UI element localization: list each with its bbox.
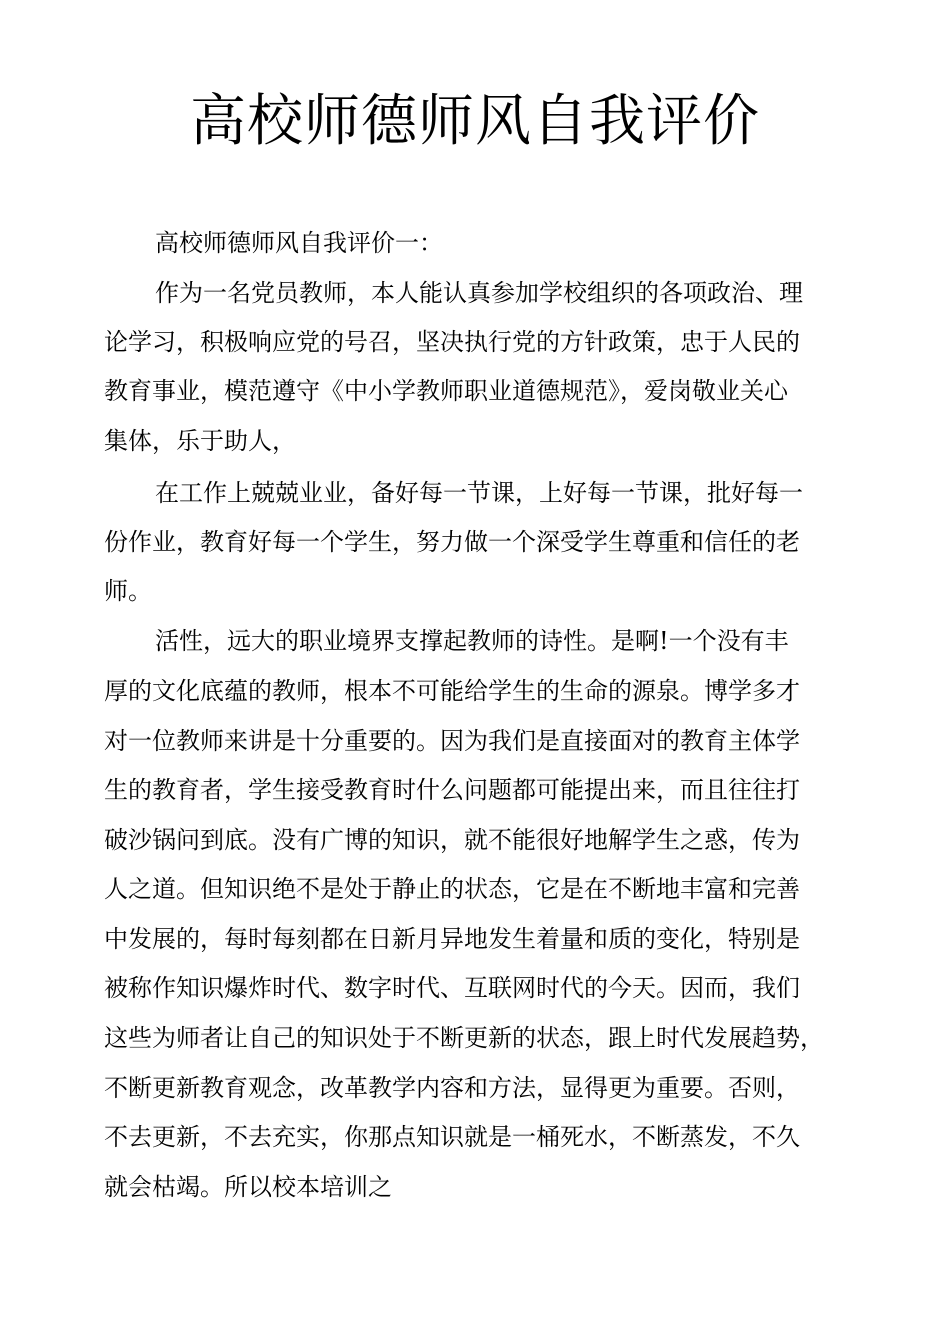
paragraph-line: 厚的文化底蕴的教师，根本不可能给学生的生命的源泉。博学多才 <box>104 677 800 705</box>
paragraph-line: 集体，乐于助人， <box>104 427 296 455</box>
paragraph-line: 在工作上兢兢业业，备好每一节课，上好每一节课，批好每一 <box>155 479 803 507</box>
paragraph-line: 不断更新教育观念，改革教学内容和方法，显得更为重要。否则， <box>104 1074 800 1102</box>
paragraph-line: 就会枯竭。所以校本培训之 <box>104 1173 392 1201</box>
paragraph-line: 人之道。但知识绝不是处于静止的状态，它是在不断地丰富和完善 <box>104 875 800 903</box>
paragraph-line: 被称作知识爆炸时代、数字时代、互联网时代的今天。因而，我们 <box>104 974 800 1002</box>
paragraph-line: 作为一名党员教师，本人能认真参加学校组织的各项政治、理 <box>155 279 803 307</box>
paragraph-line: 对一位教师来讲是十分重要的。因为我们是直接面对的教育主体学 <box>104 727 800 755</box>
paragraph-line: 师。 <box>104 577 152 605</box>
paragraph-line: 论学习，积极响应党的号召，坚决执行党的方针政策，忠于人民的 <box>104 328 800 356</box>
paragraph-line: 这些为师者让自己的知识处于不断更新的状态，跟上时代发展趋势， <box>104 1024 824 1052</box>
paragraph-line: 生的教育者，学生接受教育时什么问题都可能提出来，而且往往打 <box>104 776 800 804</box>
paragraph-line: 破沙锅问到底。没有广博的知识，就不能很好地解学生之惑，传为 <box>104 826 800 854</box>
paragraph-line: 中发展的，每时每刻都在日新月异地发生着量和质的变化，特别是 <box>104 925 800 953</box>
paragraph-line: 份作业，教育好每一个学生，努力做一个深受学生尊重和信任的老 <box>104 528 800 556</box>
section-heading: 高校师德师风自我评价一： <box>155 229 443 257</box>
paragraph-line: 活性，远大的职业境界支撑起教师的诗性。是啊!一个没有丰 <box>155 627 789 655</box>
paragraph-line: 不去更新，不去充实，你那点知识就是一桶死水，不断蒸发，不久 <box>104 1123 800 1151</box>
document-title: 高校师德师风自我评价 <box>190 89 760 154</box>
paragraph-line: 教育事业，模范遵守《中小学教师职业道德规范》，爱岗敬业关心 <box>104 377 788 405</box>
